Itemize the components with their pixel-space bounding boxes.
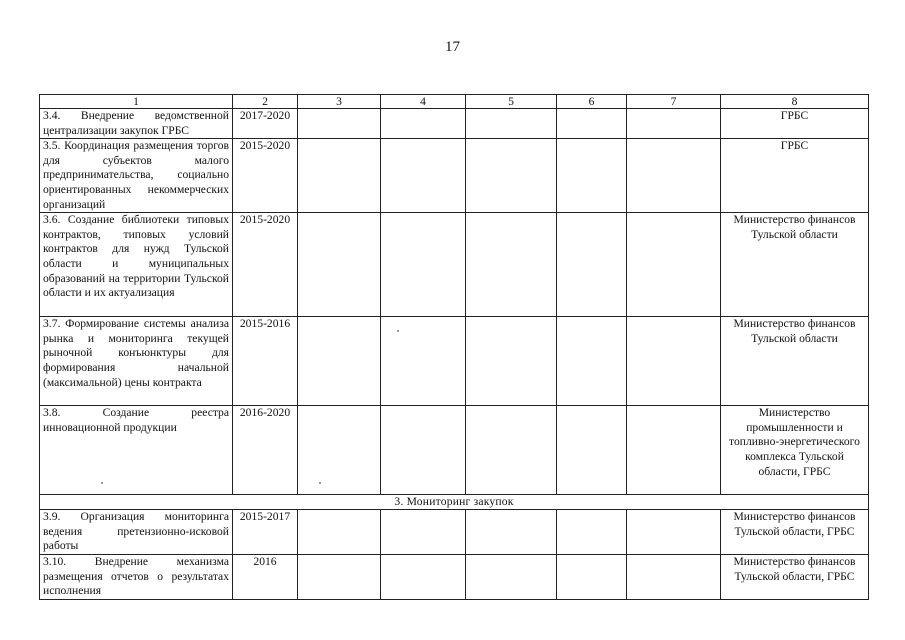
empty-cell (557, 317, 627, 406)
period-cell: 2015-2017 (233, 510, 298, 555)
scan-speck (397, 330, 399, 332)
header-cell-6: 6 (557, 95, 627, 109)
empty-cell (557, 213, 627, 317)
header-cell-5: 5 (466, 95, 557, 109)
empty-cell (298, 406, 381, 495)
header-row (40, 95, 869, 109)
empty-cell (466, 554, 557, 599)
executor-cell: Министерство промышленности и топливно-энергетического комплекса Тульской области, ГРБС (721, 406, 869, 495)
table-row (40, 510, 869, 555)
empty-cell (627, 109, 721, 139)
header-cell-4: 4 (381, 95, 466, 109)
empty-cell (466, 109, 557, 139)
empty-cell (627, 213, 721, 317)
empty-cell (557, 406, 627, 495)
period-cell: 2017-2020 (233, 109, 298, 139)
empty-cell (466, 406, 557, 495)
executor-cell: Министерство финансов Тульской области, ГРБС (721, 554, 869, 599)
empty-cell (466, 317, 557, 406)
section-title: 3. Мониторинг закупок (40, 495, 869, 510)
empty-cell (381, 213, 466, 317)
header-cell-1: 1 (40, 95, 233, 109)
empty-cell (381, 139, 466, 213)
executor-cell: Министерство финансов Тульской области (721, 213, 869, 317)
empty-cell (627, 510, 721, 555)
empty-cell (466, 213, 557, 317)
period-cell: 2015-2016 (233, 317, 298, 406)
measure-cell: 3.6. Создание библиотеки типовых контрактов, типовых условий контрактов для нужд Тульской области и муниципальных образований на территории Тульской области и их актуализация (40, 213, 233, 317)
header-cell-3: 3 (298, 95, 381, 109)
scan-speck (101, 482, 103, 484)
empty-cell (381, 554, 466, 599)
executor-cell: ГРБС (721, 139, 869, 213)
empty-cell (557, 109, 627, 139)
empty-cell (298, 554, 381, 599)
empty-cell (627, 139, 721, 213)
measure-cell: 3.7. Формирование системы анализа рынка и мониторинга текущей рыночной конъюнктуры для формирования начальной (максимальной) цены контракта (40, 317, 233, 406)
empty-cell (466, 139, 557, 213)
measures-table (39, 94, 869, 600)
empty-cell (298, 213, 381, 317)
empty-cell (298, 510, 381, 555)
empty-cell (381, 317, 466, 406)
period-cell: 2015-2020 (233, 213, 298, 317)
empty-cell (466, 510, 557, 555)
table-row (40, 406, 869, 495)
empty-cell (381, 406, 466, 495)
executor-cell: Министерство финансов Тульской области (721, 317, 869, 406)
page-number: 17 (445, 39, 460, 55)
section-row (40, 495, 869, 510)
period-cell: 2015-2020 (233, 139, 298, 213)
scan-speck (319, 482, 321, 484)
measure-cell: 3.4. Внедрение ведомственной централизации закупок ГРБС (40, 109, 233, 139)
empty-cell (627, 317, 721, 406)
period-cell: 2016-2020 (233, 406, 298, 495)
empty-cell (557, 510, 627, 555)
table-row (40, 139, 869, 213)
measure-cell: 3.5. Координация размещения торгов для субъектов малого предпринимательства, социально ориентированных некоммерческих организаций (40, 139, 233, 213)
table-row (40, 213, 869, 317)
empty-cell (627, 554, 721, 599)
header-cell-7: 7 (627, 95, 721, 109)
table-row (40, 317, 869, 406)
empty-cell (557, 139, 627, 213)
measure-cell: 3.9. Организация мониторинга ведения претензионно-исковой работы (40, 510, 233, 555)
measure-cell: 3.8. Создание реестра инновационной продукции (40, 406, 233, 495)
header-cell-8: 8 (721, 95, 869, 109)
table-row (40, 109, 869, 139)
period-cell: 2016 (233, 554, 298, 599)
executor-cell: Министерство финансов Тульской области, ГРБС (721, 510, 869, 555)
table-row (40, 554, 869, 599)
empty-cell (298, 139, 381, 213)
empty-cell (627, 406, 721, 495)
empty-cell (381, 109, 466, 139)
empty-cell (298, 109, 381, 139)
empty-cell (557, 554, 627, 599)
header-cell-2: 2 (233, 95, 298, 109)
measure-cell: 3.10. Внедрение механизма размещения отчетов о результатах исполнения (40, 554, 233, 599)
empty-cell (298, 317, 381, 406)
executor-cell: ГРБС (721, 109, 869, 139)
empty-cell (381, 510, 466, 555)
